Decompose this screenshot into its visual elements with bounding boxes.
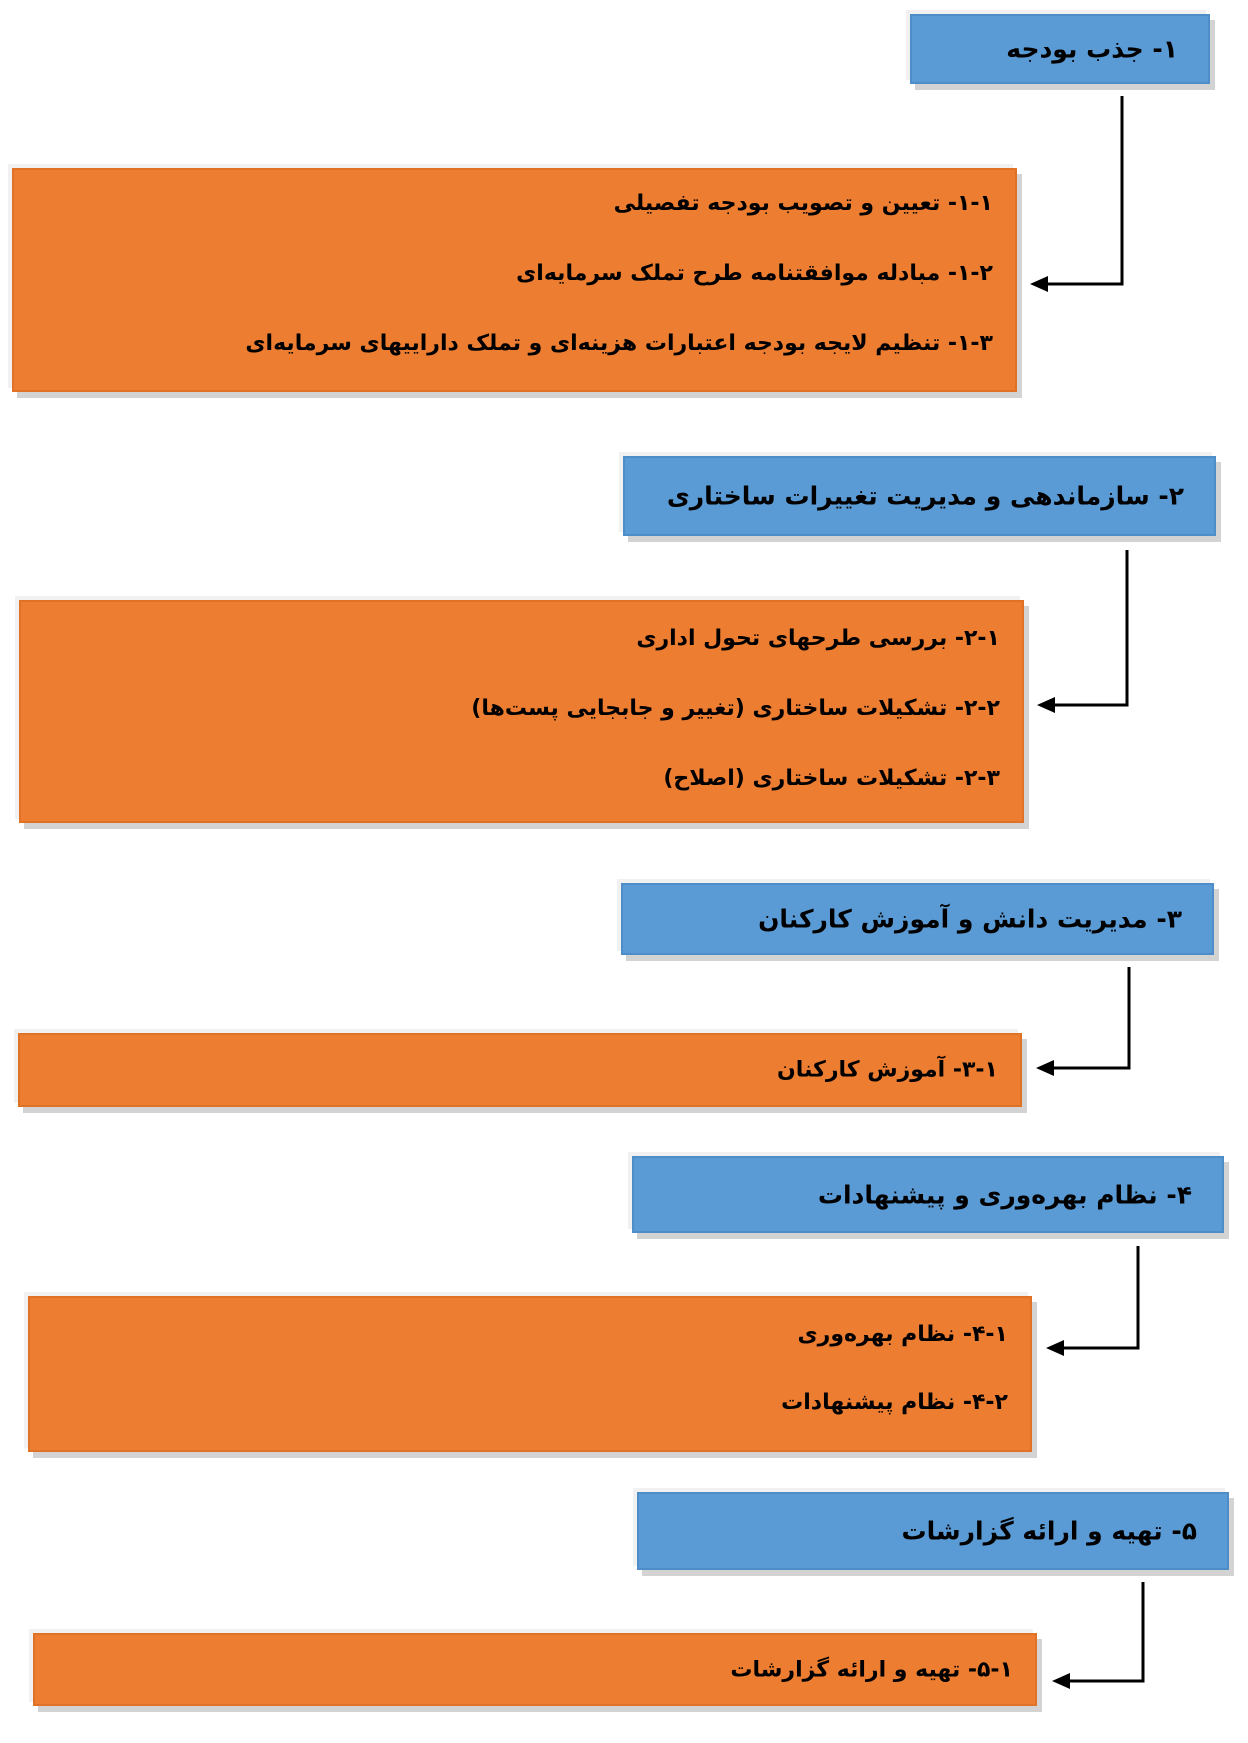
section-1-item-3: ۱-۳- تنظیم لایجه بودجه اعتبارات هزینه‌ای و تملک داراییهای سرمایه‌ای	[245, 331, 993, 356]
connector-1	[1030, 96, 1122, 292]
connector-5	[1052, 1582, 1143, 1689]
section-1-item-1: ۱-۱- تعیین و تصویب بودجه تفصیلی	[613, 191, 993, 216]
section-5-title: ۵- تهیه و ارائه گزارشات	[901, 1516, 1197, 1546]
section-3-item-1: ۳-۱- آموزش کارکنان	[777, 1057, 998, 1083]
section-4-title: ۴- نظام بهره‌وری و پیشنهادات	[817, 1180, 1192, 1209]
section-5-item-1: ۵-۱- تهیه و ارائه گزارشات	[730, 1657, 1013, 1682]
section-1-title: ۱- جذب بودجه	[1006, 34, 1178, 64]
section-2-item-3: ۲-۳- تشکیلات ساختاری (اصلاح)	[663, 766, 1000, 791]
arrow-head-4	[1046, 1340, 1064, 1356]
connector-3	[1036, 967, 1129, 1076]
arrow-head-2	[1037, 697, 1055, 713]
section-3-title: ۳- مدیریت دانش و آموزش کارکنان	[758, 904, 1182, 934]
connector-4	[1046, 1246, 1138, 1356]
section-4-item-1: ۴-۱- نظام بهره‌وری	[797, 1322, 1008, 1347]
section-1-item-2: ۱-۲- مبادله موافقتنامه طرح تملک سرمایه‌ای	[516, 261, 993, 286]
arrow-head-1	[1030, 276, 1048, 292]
arrow-head-3	[1036, 1060, 1054, 1076]
section-2-title: ۲- سازماندهی و مدیریت تغییرات ساختاری	[666, 481, 1184, 511]
section-2-item-2: ۲-۲- تشکیلات ساختاری (تغییر و جابجایی پست‌ها)	[471, 696, 1000, 721]
section-2-item-1: ۲-۱- بررسی طرحهای تحول اداری	[636, 626, 1000, 651]
connector-2	[1037, 550, 1127, 713]
arrow-head-5	[1052, 1673, 1070, 1689]
section-4-item-2: ۴-۲- نظام پیشنهادات	[781, 1390, 1008, 1415]
